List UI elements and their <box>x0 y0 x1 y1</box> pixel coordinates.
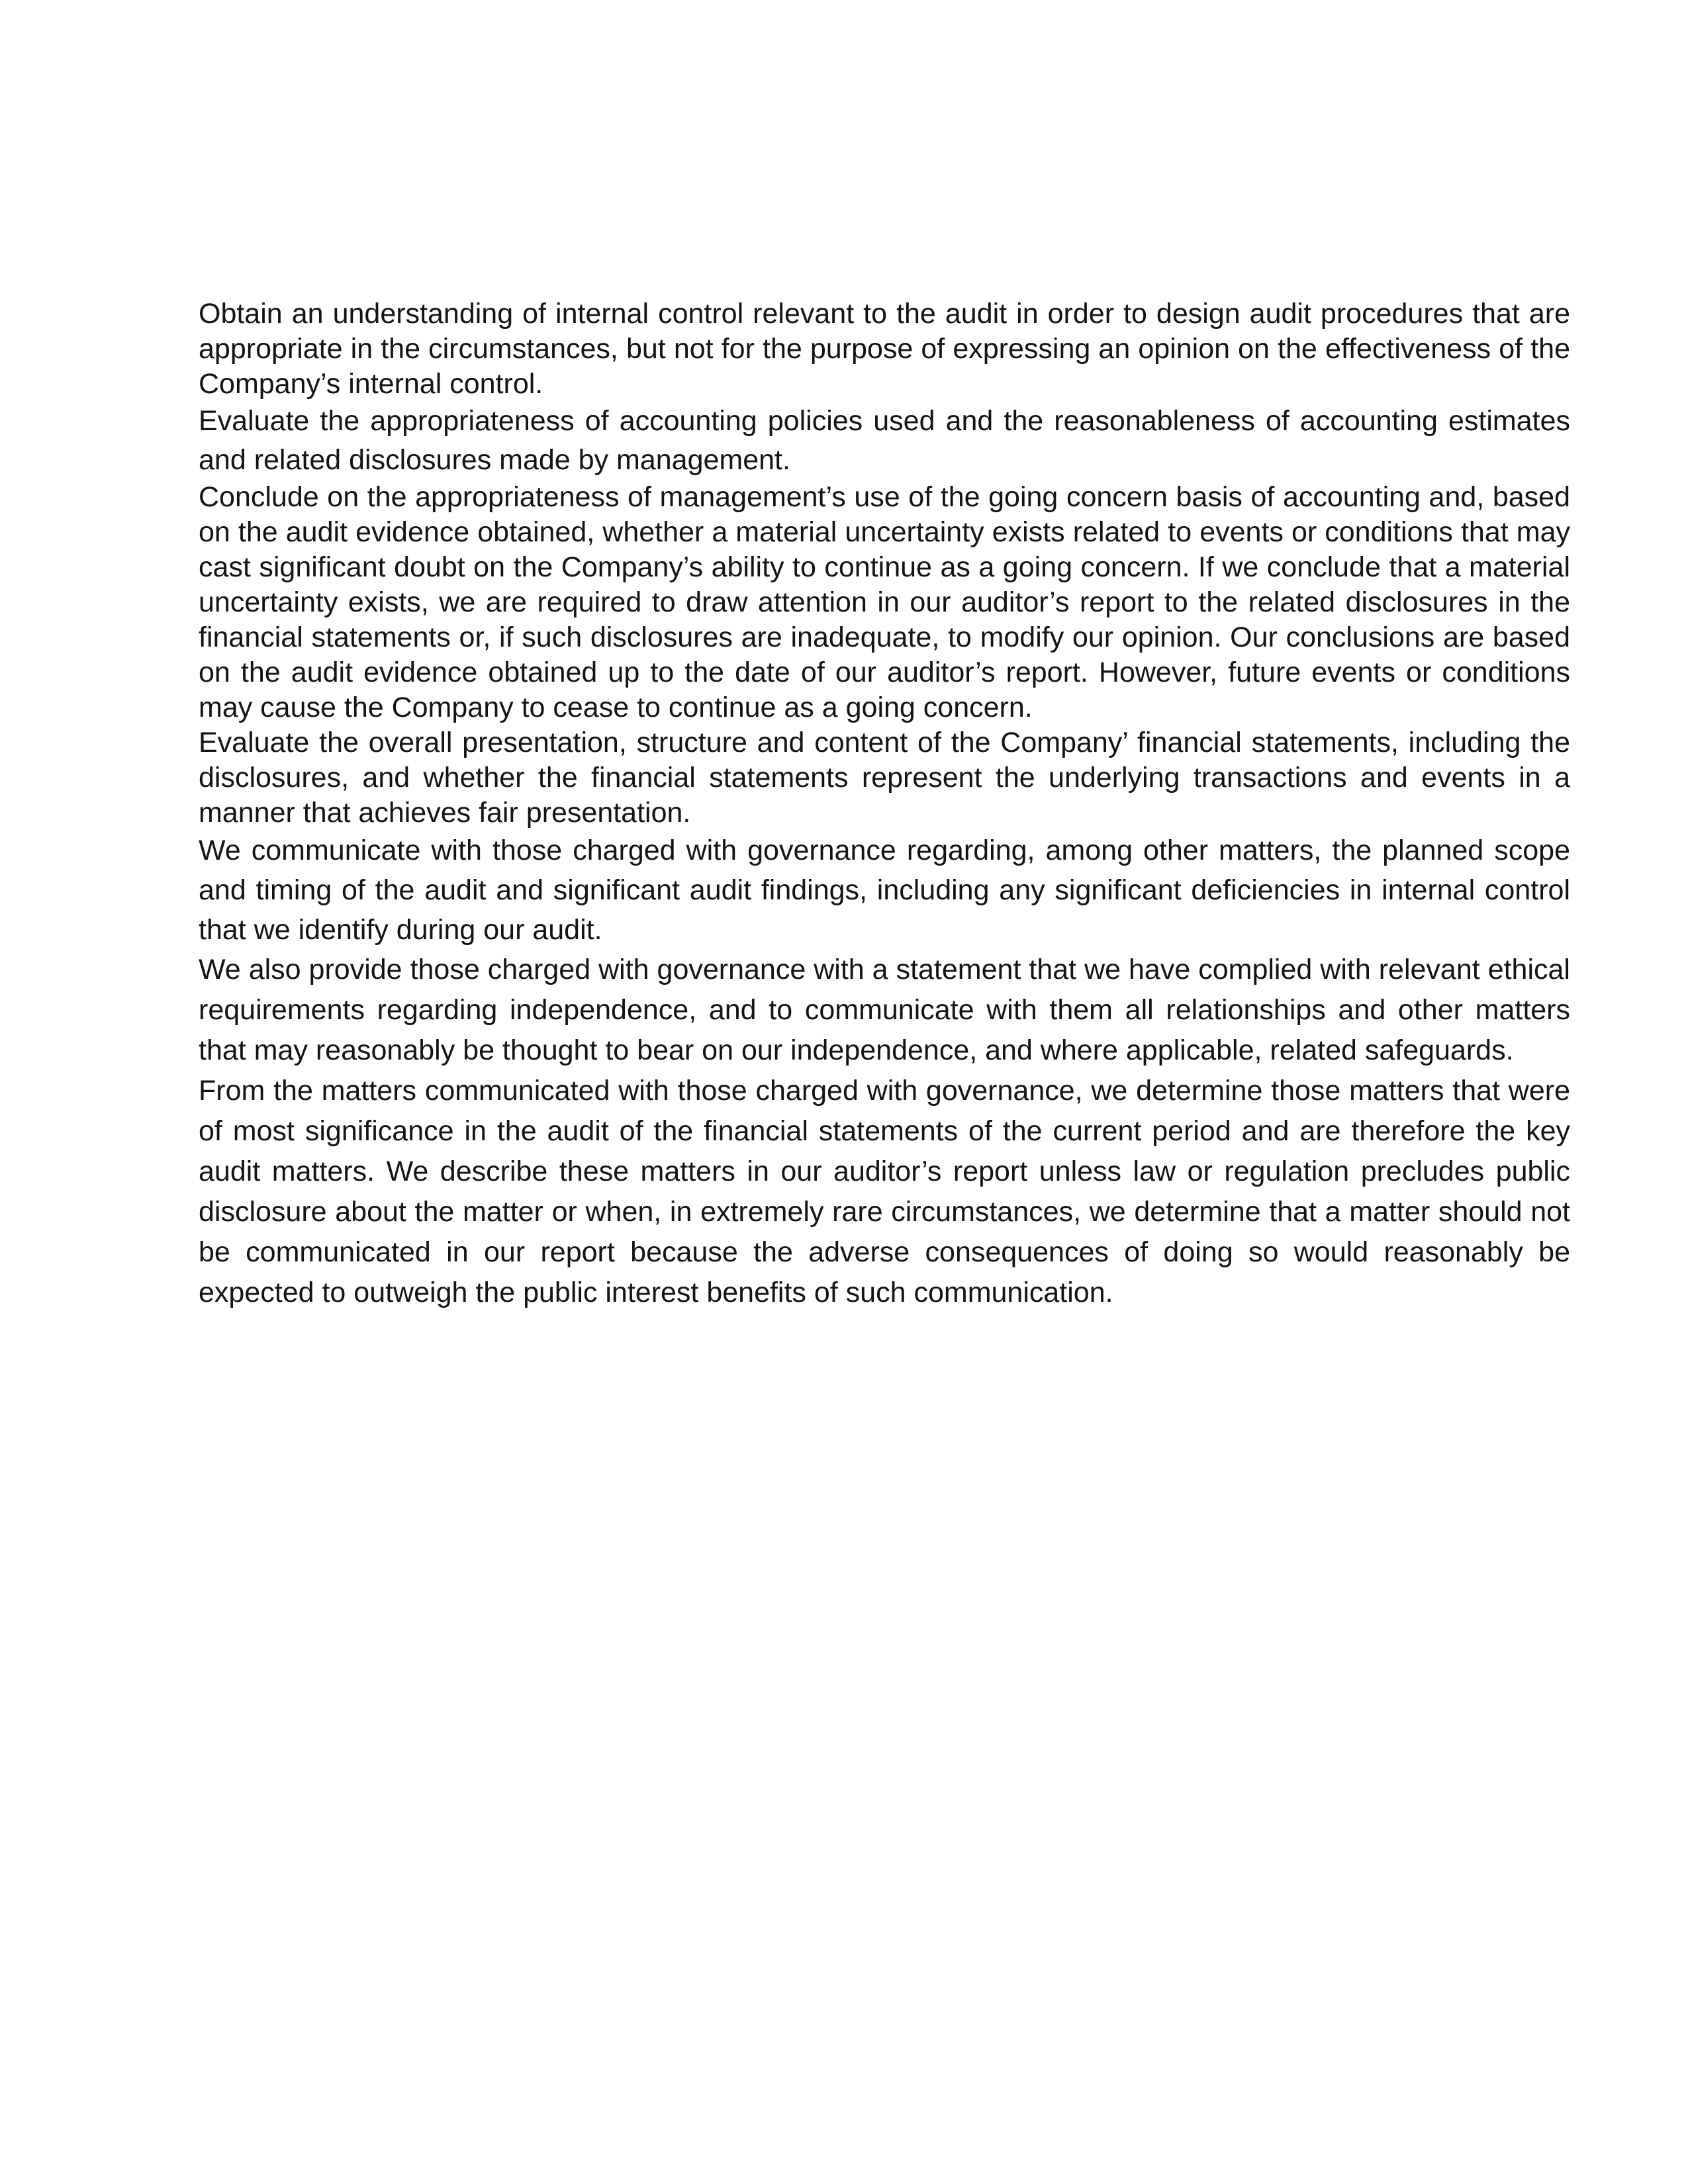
paragraph-going-concern: Conclude on the appropriateness of management’s use of the going concern basis of accounting and, based on the audit evidence obtained, whether a material uncertainty exists related to events or conditions that may cast significant doubt on the Company’s ability to continue as a going concern. If we conclude that a material uncertainty exists, we are required to draw attention in our auditor’s report to the related disclosures in the financial statements or, if such disclosures are inadequate, to modify our opinion. Our conclusions are based on the audit evidence obtained up to the date of our auditor’s report. However, future events or conditions may cause the Company to cease to continue as a going concern. <box>199 481 1570 723</box>
document-body <box>199 296 1570 1313</box>
paragraph-independence-statement: We also provide those charged with governance with a statement that we have complied with relevant ethical requirements regarding independence, and to communicate with them all relationships and other matters that may reasonably be thought to bear on our independence, and where applicable, related safeguards. <box>199 954 1570 1066</box>
paragraph-overall-presentation: Evaluate the overall presentation, structure and content of the Company’ financial statements, including the disclosures, and whether the financial statements represent the underlying transactions and events in a manner that achieves fair presentation. <box>199 727 1570 829</box>
paragraph-governance-communication: We communicate with those charged with governance regarding, among other matters, the planned scope and timing of the audit and significant audit findings, including any significant deficiencies in internal control that we identify during our audit. <box>199 835 1570 946</box>
paragraph-internal-control: Obtain an understanding of internal control relevant to the audit in order to design audit procedures that are appropriate in the circumstances, but not for the purpose of expressing an opinion on the effectiveness of the Company’s internal control. <box>199 298 1570 400</box>
paragraph-key-audit-matters: From the matters communicated with those charged with governance, we determine those matters that were of most significance in the audit of the financial statements of the current period and are therefore the key audit matters. We describe these matters in our auditor’s report unless law or regulation precludes public disclosure about the matter or when, in extremely rare circumstances, we determine that a matter should not be communicated in our report because the adverse consequences of doing so would reasonably be expected to outweigh the public interest benefits of such communication. <box>199 1075 1570 1308</box>
paragraph-accounting-policies: Evaluate the appropriateness of accounting policies used and the reasonableness of accounting estimates and related disclosures made by management. <box>199 405 1570 476</box>
